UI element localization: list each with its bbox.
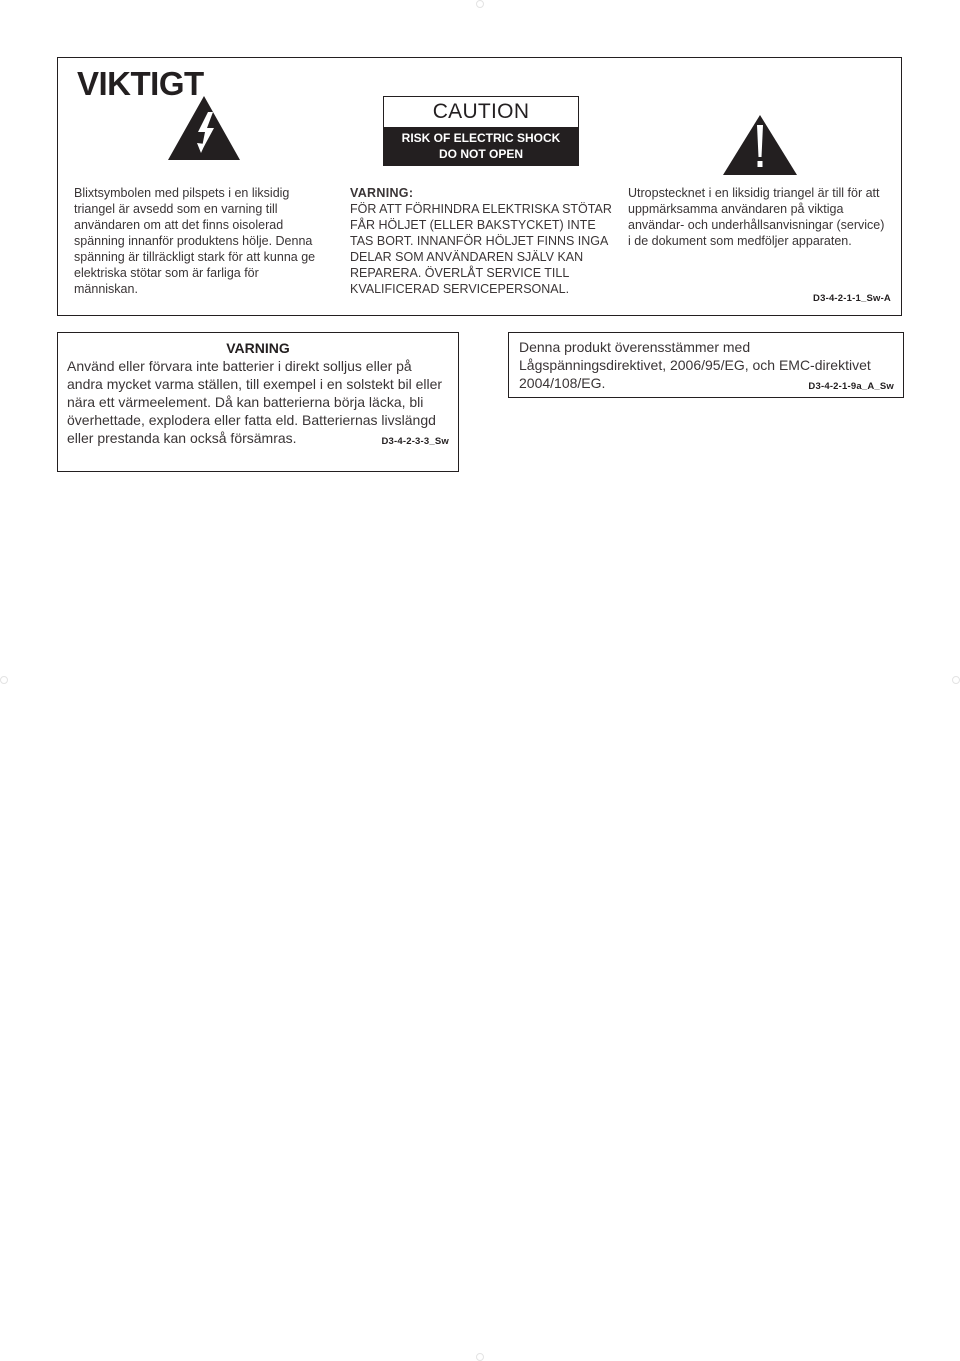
registration-mark-right	[952, 676, 960, 684]
exclamation-symbol-description: Utropstecknet i en liksidig triangel är till för att uppmärksamma användaren på viktiga användar- och underhållsanvisningar (service) i de dokument som medföljer apparaten.	[628, 186, 885, 248]
battery-warning-box	[57, 332, 459, 472]
exclamation-triangle-icon	[723, 115, 797, 175]
registration-mark-left	[0, 676, 8, 684]
warning-shock-text: FÖR ATT FÖRHINDRA ELEKTRISKA STÖTAR FÅR HÖLJET (ELLER BAKSTYCKET) INTE TAS BORT. INNANFÖR HÖLJET FINNS INGA DELAR SOM ANVÄNDAREN SJÄLV KAN REPARERA. ÖVERLÅT SERVICE TILL KVALIFICERAD SERVICEPERSONAL.	[350, 202, 612, 296]
registration-mark-top	[476, 0, 484, 8]
warning-heading: VARNING:	[350, 186, 414, 200]
compliance-box	[508, 332, 904, 398]
battery-warning-text	[67, 357, 449, 447]
lightning-symbol-description: Blixtsymbolen med pilspets i en liksidig triangel är avsedd som en varning till användaren om att det finns oisolerad spänning innanför produktens hölje. Denna spänning är tillräckligt stark för att kunna ge elektriska stötar som är farliga för människan.	[74, 186, 316, 296]
compliance-text: Denna produkt överensstämmer med Lågspänningsdirektivet, 2006/95/EG, och EMC-direktivet 2004/108/EG.	[519, 339, 871, 391]
caution-title: CAUTION	[432, 100, 530, 123]
caution-band	[384, 127, 578, 165]
warning-shock-section	[350, 185, 620, 297]
battery-warning-code: D3-4-2-3-3_Sw	[381, 436, 449, 447]
battery-warning-body: Använd eller förvara inte batterier i direkt solljus eller på andra mycket varma ställen, till exempel i en solstekt bil eller nära ett värmeelement. Då kan batterierna börja läcka, bli överhettade, explodera eller fatta eld. Batteriernas livslängd eller prestanda kan också försämras.	[67, 358, 443, 446]
registration-mark-bottom	[476, 1353, 484, 1361]
important-safety-box	[57, 57, 902, 316]
document-code: D3-4-2-1-1_Sw-A	[813, 293, 891, 304]
lightning-triangle-icon	[168, 96, 240, 160]
caution-line-1: RISK OF ELECTRIC SHOCK	[401, 131, 561, 145]
caution-line-2: DO NOT OPEN	[438, 147, 523, 161]
compliance-code: D3-4-2-1-9a_A_Sw	[808, 381, 894, 392]
page-title: VIKTIGT	[77, 65, 204, 102]
caution-label	[383, 96, 579, 166]
battery-warning-heading: VARNING	[226, 340, 290, 356]
